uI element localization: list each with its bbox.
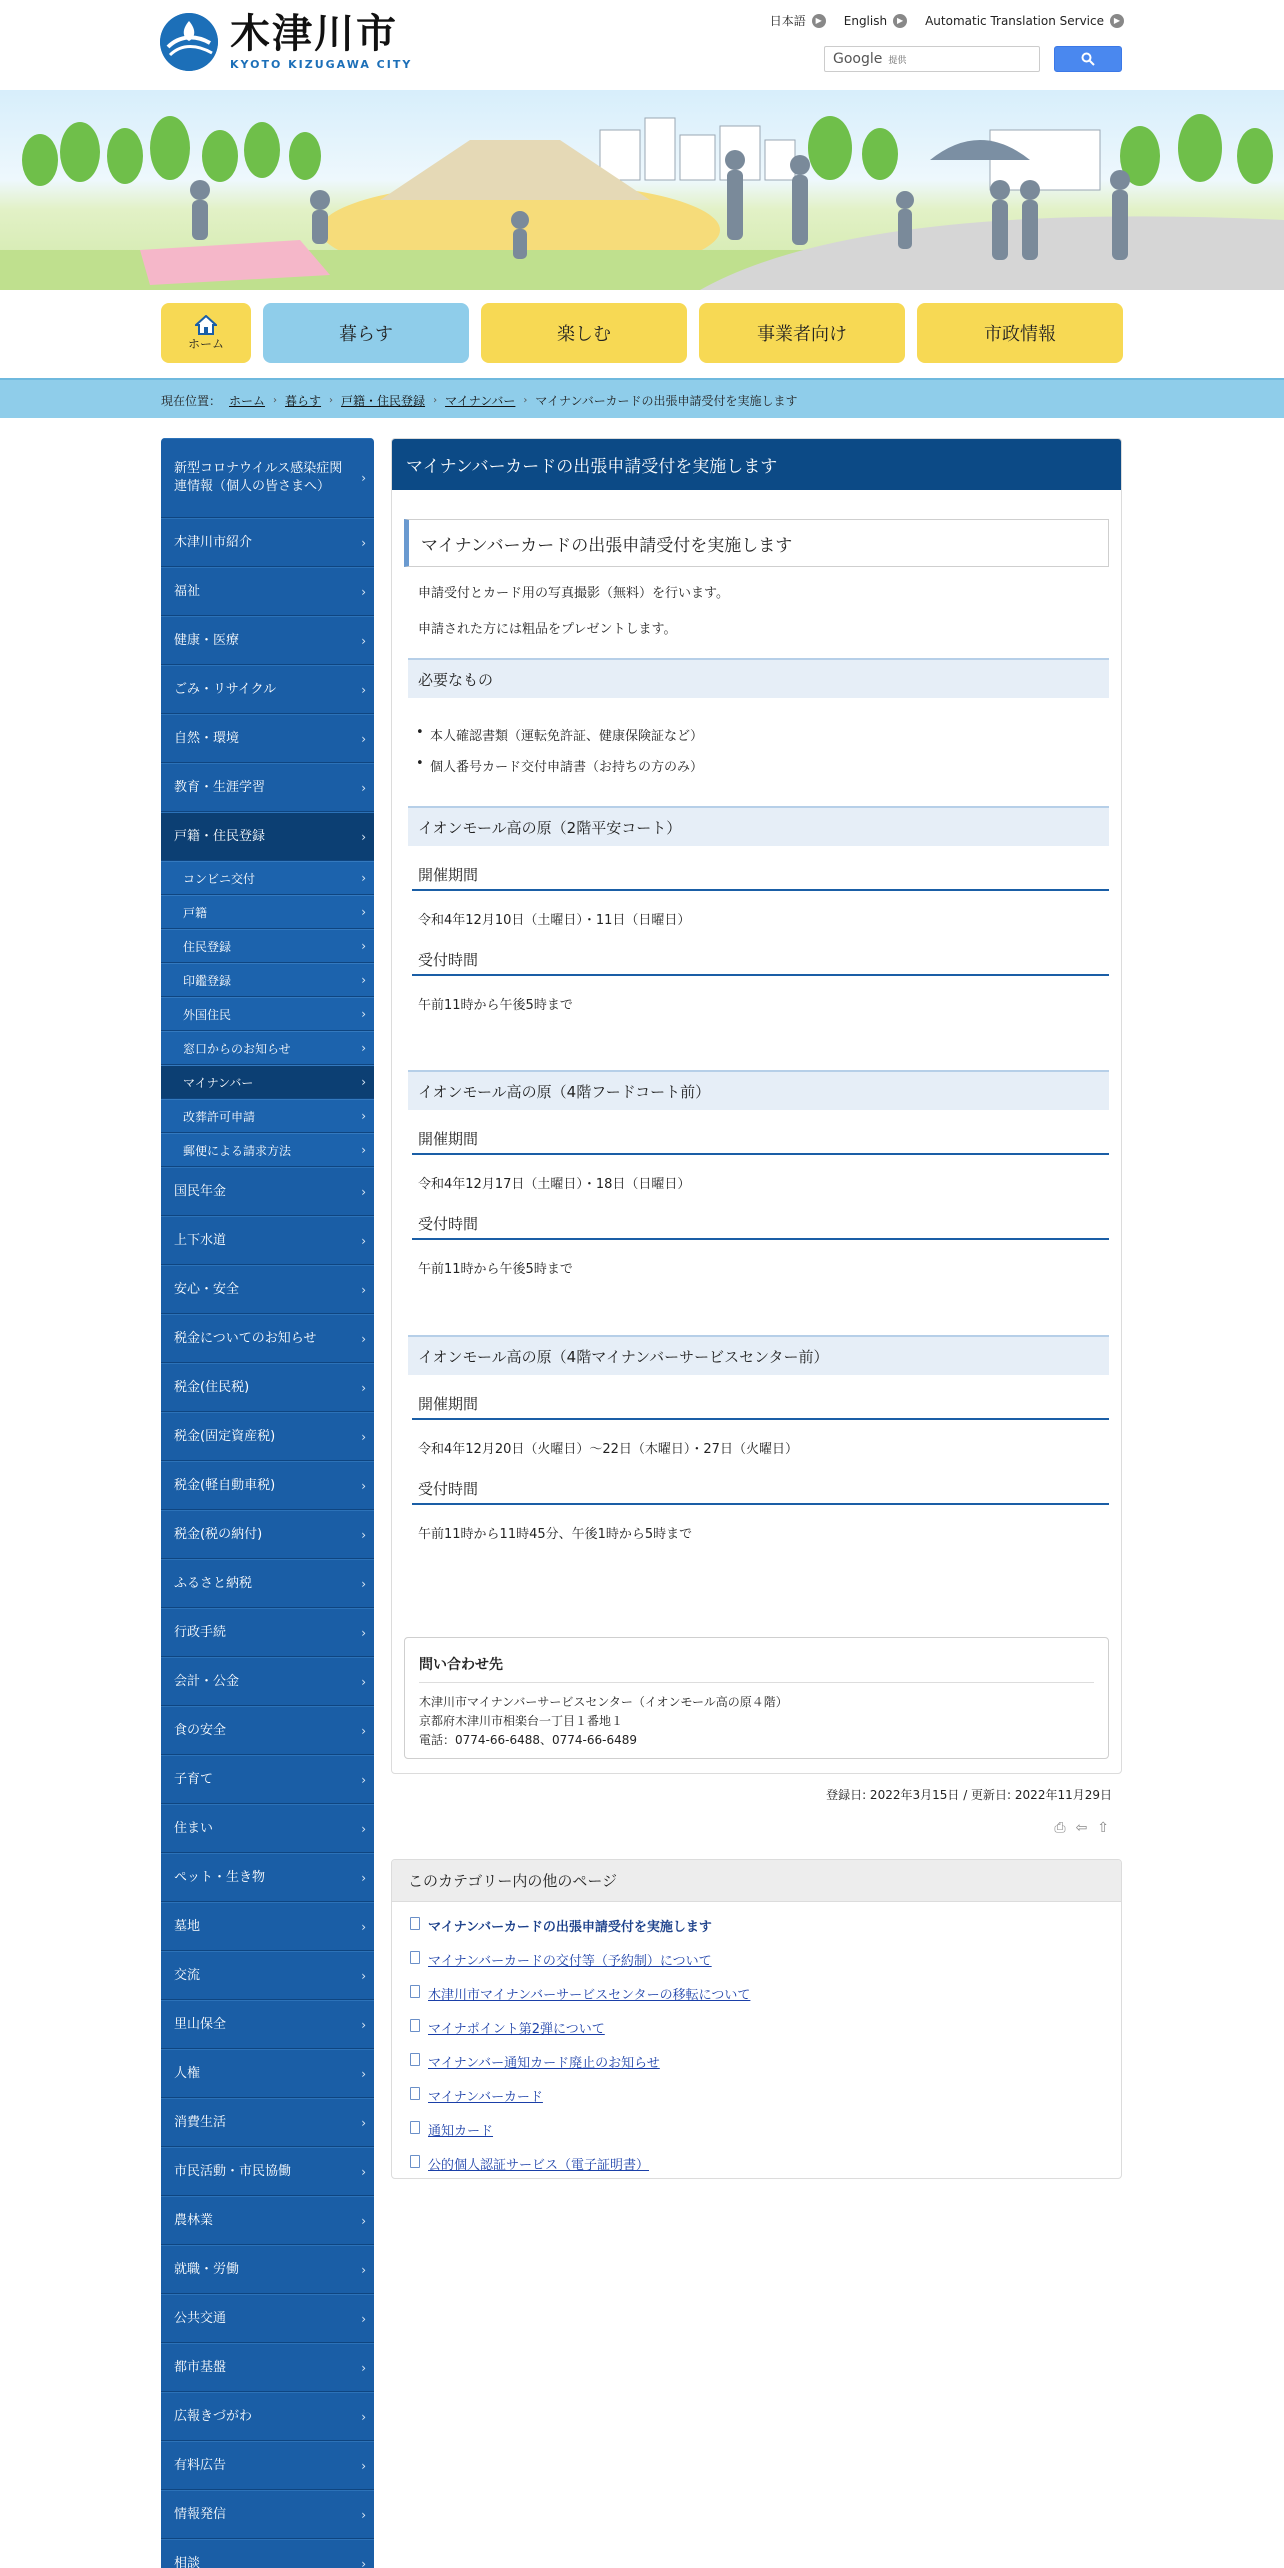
subheading-period: 開催期間	[412, 1390, 1109, 1420]
sidebar-item[interactable]: 税金(固定資産税) ›	[161, 1412, 374, 1461]
list-item: • 本人確認書類（運転免許証、健康保険証など）	[430, 725, 703, 744]
period-text: 令和4年12月20日（火曜日）～22日（木曜日）・27日（火曜日）	[418, 1442, 798, 1457]
sidebar-subitem[interactable]: 戸籍 ›	[161, 895, 374, 929]
subheading-period: 開催期間	[412, 861, 1109, 891]
sidebar-item[interactable]: 情報発信 ›	[161, 2490, 374, 2539]
period-text: 令和4年12月17日（土曜日）・18日（日曜日）	[418, 1177, 691, 1192]
category-link-label: マイナンバーカード	[428, 2090, 543, 2105]
sidebar-item[interactable]: 交流 ›	[161, 1951, 374, 2000]
nav-city-info[interactable]: 市政情報	[917, 303, 1123, 363]
sidebar-item[interactable]: 上下水道 ›	[161, 1216, 374, 1265]
time-text: 午前11時から午後5時まで	[418, 1262, 573, 1277]
sidebar-item[interactable]: 行政手続 ›	[161, 1608, 374, 1657]
arrow-right-icon: ▶	[812, 14, 826, 28]
category-link-current[interactable]	[428, 1916, 712, 1935]
category-link[interactable]	[428, 2052, 660, 2071]
chevron-right-icon: ›	[523, 394, 528, 406]
intro-text: 申請受付とカード用の写真撮影（無料）を行います。	[418, 586, 729, 601]
category-link[interactable]	[428, 2086, 543, 2105]
document-icon	[410, 2053, 420, 2066]
chevron-right-icon: ›	[433, 394, 438, 406]
category-link[interactable]	[428, 2120, 493, 2139]
search-brand: Google	[833, 51, 883, 67]
contact-title: 問い合わせ先	[419, 1654, 1094, 1683]
sidebar-subitem[interactable]: 住民登録 ›	[161, 929, 374, 963]
sidebar-item[interactable]: 木津川市紹介 ›	[161, 518, 374, 567]
sidebar-item[interactable]: 健康・医療 ›	[161, 616, 374, 665]
sidebar-nav	[161, 438, 374, 2568]
sidebar-subitem[interactable]: 外国住民 ›	[161, 997, 374, 1031]
sidebar-subitem-mynumber[interactable]: マイナンバー ›	[161, 1065, 374, 1099]
lang-label: 日本語	[769, 14, 806, 28]
chevron-right-icon: ›	[329, 394, 334, 406]
contact-line: 京都府木津川市相楽台一丁目１番地１	[419, 1714, 624, 1728]
back-icon[interactable]: ⇦	[1075, 1820, 1088, 1836]
site-header	[0, 0, 1284, 90]
category-link-label: マイナンバーカードの交付等（予約制）について	[428, 1954, 712, 1969]
logo-title: 木津川市	[230, 11, 398, 57]
sidebar-item[interactable]: 農林業 ›	[161, 2196, 374, 2245]
breadcrumb-prefix: 現在位置：	[161, 393, 222, 408]
subheading-time: 受付時間	[412, 1475, 1109, 1505]
time-text: 午前11時から11時45分、午後1時から5時まで	[418, 1527, 693, 1542]
document-icon	[410, 2121, 420, 2134]
sidebar-subitem[interactable]: 印鑑登録 ›	[161, 963, 374, 997]
category-link-label: マイナンバー通知カード廃止のお知らせ	[428, 2056, 660, 2071]
category-pages	[391, 1859, 1122, 2179]
nav-home-label: ホーム	[187, 336, 224, 351]
sidebar-item[interactable]: 消費生活 ›	[161, 2098, 374, 2147]
sidebar-subitem[interactable]: 郵便による請求方法 ›	[161, 1133, 374, 1167]
breadcrumb-current: マイナンバーカードの出張申請受付を実施します	[535, 393, 798, 408]
sidebar-item[interactable]: 国民年金 ›	[161, 1167, 374, 1216]
list-item: • 個人番号カード交付申請書（お持ちの方のみ）	[430, 756, 703, 775]
sidebar-item[interactable]: 税金についてのお知らせ ›	[161, 1314, 374, 1363]
document-icon	[410, 2155, 420, 2168]
period-text: 令和4年12月10日（土曜日）・11日（日曜日）	[418, 913, 691, 928]
lang-label: Automatic Translation Service	[925, 13, 1104, 28]
lang-link-english[interactable]	[844, 12, 907, 29]
sidebar-subitem[interactable]: コンビニ交付 ›	[161, 861, 374, 895]
city-emblem-icon	[160, 13, 218, 71]
search-icon	[1081, 52, 1095, 66]
contact-box	[404, 1637, 1109, 1759]
section-heading-needs: 必要なもの	[408, 658, 1109, 698]
sidebar-item[interactable]: 就職・労働 ›	[161, 2245, 374, 2294]
hero-illustration	[0, 90, 1284, 290]
logo-subtitle: KYOTO KIZUGAWA CITY	[230, 58, 413, 71]
sidebar-subitem[interactable]: 窓口からのお知らせ ›	[161, 1031, 374, 1065]
time-text: 午前11時から午後5時まで	[418, 998, 573, 1013]
sidebar-item[interactable]: 税金(軽自動車税) ›	[161, 1461, 374, 1510]
sidebar-item[interactable]: 税金(住民税) ›	[161, 1363, 374, 1412]
sidebar-item-family-register[interactable]: 戸籍・住民登録 ›	[161, 812, 374, 861]
page-tools	[1054, 1820, 1109, 1836]
sidebar-item[interactable]: 安心・安全 ›	[161, 1265, 374, 1314]
breadcrumb-bar	[0, 378, 1284, 418]
site-logo[interactable]	[160, 12, 412, 71]
document-icon	[410, 1951, 420, 1964]
sidebar-item[interactable]: ペット・生き物 ›	[161, 1853, 374, 1902]
category-link-label: 木津川市マイナンバーサービスセンターの移転について	[428, 1988, 751, 2003]
sidebar-item[interactable]: 公共交通 ›	[161, 2294, 374, 2343]
sidebar-subitem[interactable]: 改葬許可申請 ›	[161, 1099, 374, 1133]
search-button[interactable]	[1054, 46, 1122, 72]
sidebar-item[interactable]: 自然・環境 ›	[161, 714, 374, 763]
document-icon	[410, 2019, 420, 2032]
home-icon	[195, 315, 217, 335]
print-icon[interactable]: ⎙	[1054, 1820, 1066, 1836]
sidebar-item[interactable]: 福祉 ›	[161, 567, 374, 616]
breadcrumb-link-mynumber[interactable]: マイナンバー	[445, 393, 516, 408]
lang-label: English	[843, 13, 888, 28]
nav-business[interactable]: 事業者向け	[699, 303, 905, 363]
sidebar-item[interactable]: 里山保全 ›	[161, 2000, 374, 2049]
sidebar-item[interactable]: ふるさと納税 ›	[161, 1559, 374, 1608]
global-nav	[161, 303, 1123, 363]
category-link-label: 通知カード	[428, 2124, 494, 2139]
subheading-time: 受付時間	[412, 1210, 1109, 1240]
sidebar-item[interactable]: 新型コロナウイルス感染症関連情報（個人の皆さまへ） ›	[161, 438, 374, 518]
breadcrumb-link-family-register[interactable]: 戸籍・住民登録	[341, 393, 426, 408]
sidebar-item[interactable]: 会計・公金 ›	[161, 1657, 374, 1706]
search-input[interactable]	[824, 46, 1040, 72]
sidebar-item[interactable]: 有料広告 ›	[161, 2441, 374, 2490]
sidebar-item[interactable]: 子育て ›	[161, 1755, 374, 1804]
sidebar-item[interactable]: 都市基盤 ›	[161, 2343, 374, 2392]
sidebar-item[interactable]: 教育・生涯学習 ›	[161, 763, 374, 812]
sidebar-item[interactable]: 税金(税の納付) ›	[161, 1510, 374, 1559]
section-heading-venue: イオンモール高の原（4階マイナンバーサービスセンター前）	[408, 1335, 1109, 1375]
category-link-label: マイナンバーカードの出張申請受付を実施します	[428, 1920, 712, 1935]
category-link-label: マイナポイント第2弾について	[428, 2022, 605, 2037]
nav-home[interactable]	[161, 303, 251, 363]
breadcrumb-link-home[interactable]: ホーム	[229, 393, 266, 408]
sidebar-item[interactable]: 相談 ›	[161, 2539, 374, 2568]
chevron-right-icon: ›	[273, 394, 278, 406]
breadcrumb	[161, 380, 797, 420]
sidebar-item[interactable]: 広報きづがわ ›	[161, 2392, 374, 2441]
sidebar-item[interactable]: 市民活動・市民協働 ›	[161, 2147, 374, 2196]
intro-text: 申請された方には粗品をプレゼントします。	[418, 622, 677, 637]
category-link[interactable]	[428, 2018, 605, 2037]
contact-line: 電話：0774-66-6488、0774-66-6489	[419, 1733, 638, 1747]
nav-living[interactable]: 暮らす	[263, 303, 469, 363]
nav-enjoy[interactable]: 楽しむ	[481, 303, 687, 363]
language-links	[770, 12, 1124, 29]
page-title: マイナンバーカードの出張申請受付を実施します	[392, 439, 1121, 490]
document-icon	[410, 1985, 420, 1998]
sidebar-item[interactable]: ごみ・リサイクル ›	[161, 665, 374, 714]
site-search	[824, 46, 1122, 72]
sidebar-item[interactable]: 墓地 ›	[161, 1902, 374, 1951]
update-dates: 登録日: 2022年3月15日 / 更新日: 2022年11月29日	[826, 1788, 1112, 1802]
contact-line: 木津川市マイナンバーサービスセンター（イオンモール高の原４階）	[419, 1695, 788, 1709]
subheading-time: 受付時間	[412, 946, 1109, 976]
subheading-period: 開催期間	[412, 1125, 1109, 1155]
lang-link-japanese[interactable]	[770, 12, 826, 29]
lang-link-translation[interactable]	[925, 12, 1124, 29]
document-icon	[410, 2087, 420, 2100]
category-link-label: 公的個人認証サービス（電子証明書）	[428, 2158, 650, 2173]
sidebar-item[interactable]: 住まい ›	[161, 1804, 374, 1853]
section-heading-venue: イオンモール高の原（2階平安コート）	[408, 806, 1109, 846]
page-top-icon[interactable]: ⇧	[1097, 1820, 1109, 1836]
breadcrumb-link-living[interactable]: 暮らす	[285, 393, 322, 408]
main-content	[391, 438, 1122, 1774]
category-link[interactable]	[428, 1984, 750, 2003]
category-link[interactable]	[428, 1950, 712, 1969]
sidebar-item[interactable]: 食の安全 ›	[161, 1706, 374, 1755]
category-title: このカテゴリー内の他のページ	[392, 1860, 1121, 1902]
sidebar-item[interactable]: 人権 ›	[161, 2049, 374, 2098]
arrow-right-icon: ▶	[893, 14, 907, 28]
section-heading-venue: イオンモール高の原（4階フードコート前）	[408, 1070, 1109, 1110]
article-heading: マイナンバーカードの出張申請受付を実施します	[404, 519, 1109, 567]
search-provided-label: 提供	[888, 55, 907, 66]
arrow-right-icon: ▶	[1110, 14, 1124, 28]
document-icon	[410, 1917, 420, 1930]
category-link[interactable]	[428, 2154, 649, 2173]
